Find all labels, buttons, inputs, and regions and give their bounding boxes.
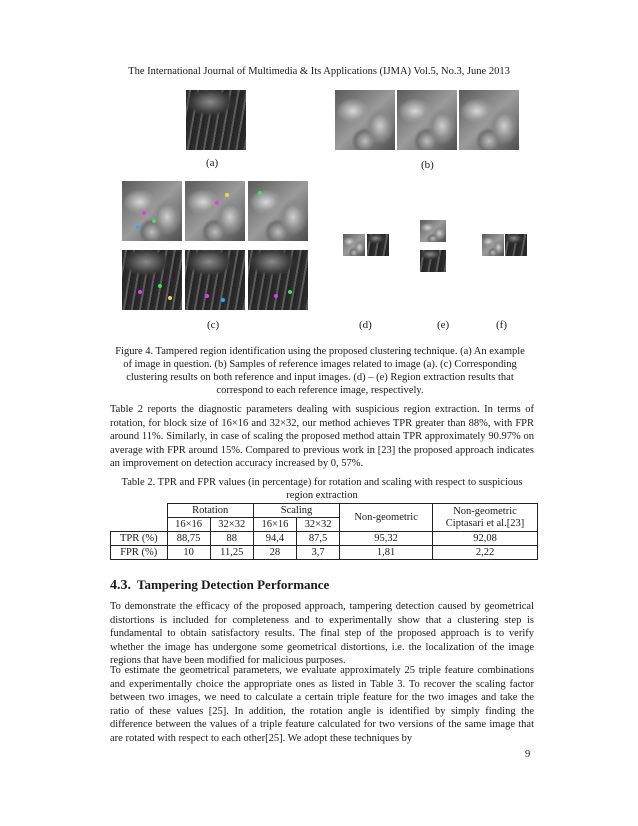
table-row — [111, 532, 538, 546]
image-b-2 — [397, 90, 457, 150]
label-c: (c) — [207, 319, 220, 331]
subheader-cell: 32×32 — [297, 518, 340, 532]
table-cell: 88,75 — [167, 532, 210, 546]
image-c-3 — [248, 181, 308, 241]
header-nongeometric-ciptasari: Non-geometric Ciptasari et al.[23] — [433, 504, 538, 532]
image-d-1 — [343, 234, 365, 256]
image-f-1 — [482, 234, 504, 256]
image-d-2 — [367, 234, 389, 256]
table-cell: 2,22 — [433, 546, 538, 560]
subheader-cell: 16×16 — [167, 518, 210, 532]
image-c-1 — [122, 181, 182, 241]
section-title: Tampering Detection Performance — [137, 577, 330, 592]
paragraph-2: To demonstrate the efficacy of the proposed approach, tampering detection caused by geometrical distortions is included for completeness and to experimentally show that a clustering step is fundamental to obtain satisfactory results. The final step of the proposed approach is to verify whether the image has undergone some geometrical distortions, i.e. the localization of the image regions that have been modified for malicious purposes. — [110, 601, 534, 667]
table-cell: 92,08 — [433, 532, 538, 546]
table-cell: 28 — [253, 546, 296, 560]
row-label: TPR (%) — [111, 532, 168, 546]
image-b-1 — [335, 90, 395, 150]
image-c-6 — [248, 250, 308, 310]
table-row — [111, 546, 538, 560]
table-cell: 87,5 — [297, 532, 340, 546]
image-c-2 — [185, 181, 245, 241]
image-a — [186, 90, 246, 150]
section-heading — [110, 577, 329, 594]
table-cell: 1,81 — [340, 546, 433, 560]
image-e-1 — [420, 220, 446, 242]
image-f-2 — [505, 234, 527, 256]
header-scaling: Scaling — [253, 504, 339, 518]
label-a: (a) — [206, 157, 219, 169]
header-nongeometric: Non-geometric — [340, 504, 433, 532]
paragraph-3: To estimate the geometrical parameters, we evaluate approximately 25 triple feature combinations and experimentally choice the appropriate ones as listed in Table 3. To recover the scaling factor between two images, we need to calculate a certain triple feature for the two images and take the ratio of these values [25]. In addition, the rotation angle is identified by simply finding the difference between the values of a triple feature calculated for two versions of the same image that are rotated with respect to each other[25]. We adopt these techniques by — [110, 665, 534, 744]
table-cell: 88 — [210, 532, 253, 546]
header-rotation: Rotation — [167, 504, 253, 518]
results-table — [110, 503, 538, 560]
row-label: FPR (%) — [111, 546, 168, 560]
subheader-cell: 16×16 — [253, 518, 296, 532]
image-e-2 — [420, 250, 446, 272]
section-number: 4.3. — [110, 578, 131, 593]
figure-caption: Figure 4. Tampered region identification using the proposed clustering technique. (a) An example of image in question. (b) Samples of reference images related to image (a). (c) Corresponding clustering results on both reference and input images. (d) – (e) Region extraction results that correspond to each reference image, respectively. — [115, 346, 525, 396]
label-b: (b) — [421, 159, 434, 171]
image-c-4 — [122, 250, 182, 310]
label-d: (d) — [359, 319, 372, 331]
label-e: (e) — [437, 319, 450, 331]
subheader-cell: 32×32 — [210, 518, 253, 532]
image-c-5 — [185, 250, 245, 310]
page-number: 9 — [525, 749, 531, 760]
table-cell: 94,4 — [253, 532, 296, 546]
label-f: (f) — [496, 319, 507, 331]
table-cell: 10 — [167, 546, 210, 560]
table-cell: 95,32 — [340, 532, 433, 546]
running-header: The International Journal of Multimedia & Its Applications (IJMA) Vol.5, No.3, June 2013 — [128, 66, 510, 77]
table-caption: Table 2. TPR and FPR values (in percentage) for rotation and scaling with respect to suspicious region extraction — [121, 477, 523, 501]
paragraph-1: Table 2 reports the diagnostic parameters dealing with suspicious region extraction. In terms of rotation, for block size of 16×16 and 32×32, our method achieves TPR greater than 88%, with FPR around 11%. Similarly, in case of scaling the proposed method attain TPR approximately 90.97% on average with FPR around 15%. Compared to previous work in [23] the proposed approach indicates an improvement on detection accuracy increased by 0, 57%. — [110, 404, 534, 470]
image-b-3 — [459, 90, 519, 150]
table-cell: 11,25 — [210, 546, 253, 560]
table-cell: 3,7 — [297, 546, 340, 560]
